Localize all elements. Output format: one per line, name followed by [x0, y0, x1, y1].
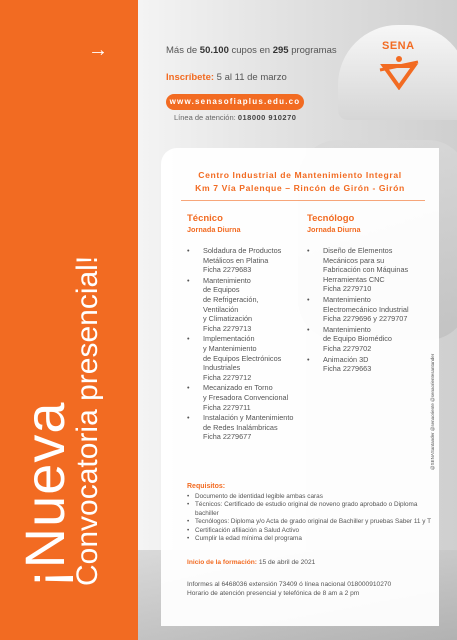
requisitos [187, 483, 433, 543]
title-line-1: ¡Nueva [13, 401, 76, 588]
requisitos-list [187, 493, 433, 543]
informes-line-2: Horario de atención presencial y telefónica de 8 am a 2 pm [187, 590, 360, 597]
tecnico-jornada: Jornada Diurna [187, 225, 241, 234]
list-item: • Soldadura de Productos Metálicos en Platina Ficha 2279683 [187, 246, 282, 275]
divider [181, 200, 425, 201]
sena-logo-text: SENA [382, 40, 415, 52]
list-item: • Diseño de Elementos Mecánicos para su Fabricación con Máquinas Herramientas CNC Ficha 2279710 [307, 246, 409, 294]
list-item: • Mecanizado en Torno y Fresadora Convencional Ficha 2279711 [187, 383, 289, 412]
cupos-text: Más de 50.100 cupos en 295 programas [166, 45, 337, 56]
inicio-formacion: Inicio de la formación: 15 de abril de 2021 [187, 559, 316, 566]
list-item: • Animación 3D Ficha 2279663 [307, 354, 372, 374]
arrow-right-icon: → [88, 39, 108, 61]
tecnico-column [187, 213, 311, 443]
title-line-2: Convocatoria presencial! [71, 255, 104, 586]
list-item: • Documento de identidad legible ambas caras [187, 493, 323, 500]
tecnologo-title: Tecnólogo [307, 213, 355, 224]
social-handles: @SENASantander @senaoriente @senaorientesantander [430, 353, 435, 470]
list-item: • Certificación afiliación a Salud Activo [187, 526, 300, 534]
informes-line-1: Informes al 6468036 extensión 73409 ó línea nacional 018000910270 [187, 581, 392, 588]
list-item: • Mantenimiento Electromecánico Industrial Ficha 2279696 y 2279707 [307, 294, 409, 324]
requisitos-title: Requisitos: [187, 483, 226, 490]
sena-logo [378, 40, 434, 90]
list-item: • Mantenimiento de Equipo Biomédico Ficha 2279702 [307, 324, 392, 353]
url-link[interactable]: www.senasofiaplus.edu.co [166, 94, 304, 110]
center-name: Centro Industrial de Mantenimiento Integral [198, 170, 402, 180]
orange-band [0, 0, 138, 640]
list-item: • Implementación y Mantenimiento de Equipos Electrónicos Industriales Ficha 2279712 [187, 334, 282, 382]
inscribete-text: Inscríbete: 5 al 11 de marzo [166, 72, 287, 83]
informes [187, 580, 433, 598]
tecnologo-list [307, 246, 437, 374]
program-card [161, 148, 439, 626]
linea-atencion: Línea de atención: 018000 910270 [174, 113, 297, 122]
list-item: • Instalación y Mantenimiento de Redes Inalámbricas Ficha 2279677 [187, 413, 294, 442]
tecnico-list [187, 246, 311, 442]
list-item: • Cumplir la edad mínima del programa [187, 535, 302, 543]
list-item: • Técnicos: Certificado de estudio original de noveno grado aprobado o Diploma bachiller [187, 501, 418, 517]
tecnico-title: Técnico [187, 213, 223, 224]
tecnologo-jornada: Jornada Diurna [307, 225, 361, 234]
list-item: • Tecnólogos: Diploma y/o Acta de grado original de Bachiller y pruebas Saber 11 y T [187, 518, 431, 526]
tecnologo-column [307, 213, 437, 375]
center-address: Km 7 Vía Palenque – Rincón de Girón - Girón [195, 183, 405, 193]
vertical-title [13, 255, 104, 588]
list-item: • Mantenimiento de Equipos de Refrigeración, Ventilación y Climatización Ficha 2279713 [187, 275, 259, 333]
